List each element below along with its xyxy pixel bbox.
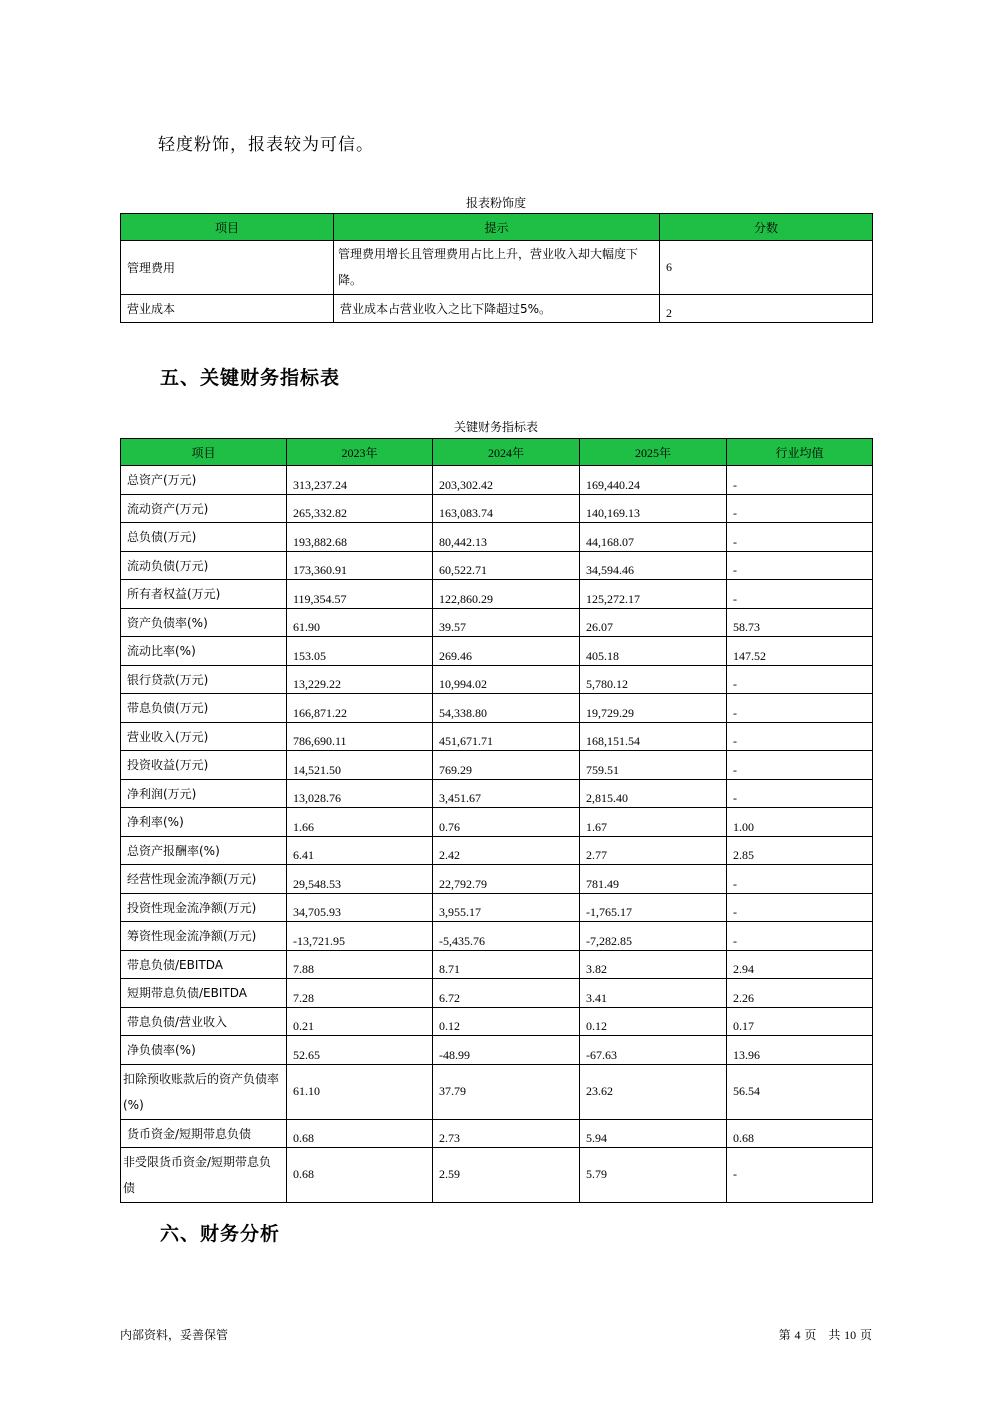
metric-label-cell: 净负债率(%) (121, 1036, 287, 1065)
value-2024-cell: 3,451.67 (433, 779, 580, 808)
page-mid: 页 共 (804, 1328, 841, 1342)
table-row (121, 1119, 873, 1148)
value-2023-cell: 7.88 (287, 950, 433, 979)
industry-avg-cell: 0.68 (727, 1119, 873, 1148)
value-2025-cell: 125,272.17 (580, 580, 727, 609)
footer-page-number (779, 1326, 872, 1343)
value-2023-cell: 29,548.53 (287, 865, 433, 894)
industry-avg-cell: - (727, 551, 873, 580)
page-total: 10 (844, 1328, 857, 1342)
page-suffix: 页 (859, 1328, 872, 1342)
column-header-2023: 2023年 (287, 439, 433, 466)
industry-avg-cell: - (727, 580, 873, 609)
value-2025-cell: 168,151.54 (580, 722, 727, 751)
value-2023-cell: 13,028.76 (287, 779, 433, 808)
metric-label-cell: 净利率(%) (121, 808, 287, 837)
industry-avg-cell: - (727, 922, 873, 951)
metric-label-cell: 资产负债率(%) (121, 608, 287, 637)
metric-label-cell: 总资产(万元) (121, 466, 287, 495)
table-row (121, 523, 873, 552)
column-header-item: 项目 (121, 439, 287, 466)
value-2023-cell: 313,237.24 (287, 466, 433, 495)
value-2025-cell: -1,765.17 (580, 893, 727, 922)
table-row (121, 779, 873, 808)
industry-avg-cell: 1.00 (727, 808, 873, 837)
industry-avg-cell: 147.52 (727, 637, 873, 666)
table-header-row (121, 439, 873, 466)
value-2025-cell: 0.12 (580, 1007, 727, 1036)
value-2023-cell: 34,705.93 (287, 893, 433, 922)
value-2025-cell: -7,282.85 (580, 922, 727, 951)
section-six-title: 六、财务分析 (160, 1223, 281, 1245)
value-2025-cell: 759.51 (580, 751, 727, 780)
value-2025-cell: 34,594.46 (580, 551, 727, 580)
industry-avg-cell: - (727, 893, 873, 922)
table-row (121, 1036, 873, 1065)
value-2024-cell: 769.29 (433, 751, 580, 780)
column-header-score: 分数 (660, 214, 873, 241)
value-2025-cell: 405.18 (580, 637, 727, 666)
value-2023-cell: 166,871.22 (287, 694, 433, 723)
industry-avg-cell: - (727, 865, 873, 894)
value-2024-cell: -48.99 (433, 1036, 580, 1065)
value-2025-cell: 5.79 (580, 1148, 727, 1203)
value-2023-cell: 6.41 (287, 836, 433, 865)
metric-label-cell: 投资性现金流净额(万元) (121, 893, 287, 922)
value-2024-cell: 22,792.79 (433, 865, 580, 894)
table-row (121, 608, 873, 637)
table-row (121, 637, 873, 666)
value-2023-cell: 1.66 (287, 808, 433, 837)
metric-label-cell: 银行贷款(万元) (121, 665, 287, 694)
value-2024-cell: 163,083.74 (433, 494, 580, 523)
value-2024-cell: 0.76 (433, 808, 580, 837)
table-row (121, 922, 873, 951)
table-row (121, 722, 873, 751)
column-header-2025: 2025年 (580, 439, 727, 466)
industry-avg-cell: - (727, 494, 873, 523)
table-row (121, 551, 873, 580)
score-cell: 2 (660, 295, 873, 323)
value-2024-cell: 122,860.29 (433, 580, 580, 609)
metric-label-cell: 带息负债/营业收入 (121, 1007, 287, 1036)
value-2025-cell: -67.63 (580, 1036, 727, 1065)
item-cell: 管理费用 (121, 241, 334, 295)
table-row (121, 979, 873, 1008)
score-cell: 6 (660, 241, 873, 295)
page-current: 4 (794, 1328, 801, 1342)
metric-label-cell: 营业收入(万元) (121, 722, 287, 751)
metric-label-cell: 流动比率(%) (121, 637, 287, 666)
value-2024-cell: 6.72 (433, 979, 580, 1008)
value-2025-cell: 23.62 (580, 1064, 727, 1119)
table-row (121, 1148, 873, 1203)
value-2023-cell: 13,229.22 (287, 665, 433, 694)
column-header-hint: 提示 (334, 214, 660, 241)
metric-label-cell: 流动负债(万元) (121, 551, 287, 580)
industry-avg-cell: - (727, 694, 873, 723)
intro-text: 轻度粉饰，报表较为可信。 (158, 135, 374, 155)
value-2023-cell: 7.28 (287, 979, 433, 1008)
value-2023-cell: 61.90 (287, 608, 433, 637)
table-row (121, 665, 873, 694)
metric-label-cell: 投资收益(万元) (121, 751, 287, 780)
table-row (121, 836, 873, 865)
value-2024-cell: -5,435.76 (433, 922, 580, 951)
value-2023-cell: 61.10 (287, 1064, 433, 1119)
value-2023-cell: 0.68 (287, 1148, 433, 1203)
table-row (121, 751, 873, 780)
hint-cell: 管理费用增长且管理费用占比上升，营业收入却大幅度下降。 (334, 241, 660, 295)
value-2024-cell: 54,338.80 (433, 694, 580, 723)
table-row (121, 241, 873, 295)
industry-avg-cell: - (727, 1148, 873, 1203)
metric-label-cell: 非受限货币资金/短期带息负债 (121, 1148, 287, 1203)
value-2023-cell: 173,360.91 (287, 551, 433, 580)
value-2024-cell: 2.42 (433, 836, 580, 865)
value-2024-cell: 0.12 (433, 1007, 580, 1036)
value-2025-cell: 19,729.29 (580, 694, 727, 723)
industry-avg-cell: - (727, 466, 873, 495)
value-2023-cell: 0.21 (287, 1007, 433, 1036)
value-2025-cell: 44,168.07 (580, 523, 727, 552)
table-row (121, 694, 873, 723)
metric-label-cell: 经营性现金流净额(万元) (121, 865, 287, 894)
metric-label-cell: 总负债(万元) (121, 523, 287, 552)
value-2025-cell: 2,815.40 (580, 779, 727, 808)
metric-label-cell: 货币资金/短期带息负债 (121, 1119, 287, 1148)
metric-label-cell: 短期带息负债/EBITDA (121, 979, 287, 1008)
metric-label-cell: 总资产报酬率(%) (121, 836, 287, 865)
hint-cell: 营业成本占营业收入之比下降超过5%。 (334, 295, 660, 323)
table-row (121, 580, 873, 609)
value-2023-cell: -13,721.95 (287, 922, 433, 951)
value-2025-cell: 26.07 (580, 608, 727, 637)
value-2024-cell: 269.46 (433, 637, 580, 666)
value-2025-cell: 2.77 (580, 836, 727, 865)
industry-avg-cell: - (727, 751, 873, 780)
value-2024-cell: 37.79 (433, 1064, 580, 1119)
metric-label-cell: 所有者权益(万元) (121, 580, 287, 609)
metric-label-cell: 带息负债/EBITDA (121, 950, 287, 979)
value-2025-cell: 3.41 (580, 979, 727, 1008)
value-2025-cell: 3.82 (580, 950, 727, 979)
table1-caption: 报表粉饰度 (465, 196, 526, 210)
value-2025-cell: 169,440.24 (580, 466, 727, 495)
value-2025-cell: 781.49 (580, 865, 727, 894)
table-row (121, 865, 873, 894)
value-2023-cell: 0.68 (287, 1119, 433, 1148)
value-2023-cell: 193,882.68 (287, 523, 433, 552)
industry-avg-cell: - (727, 665, 873, 694)
industry-avg-cell: 2.85 (727, 836, 873, 865)
value-2024-cell: 3,955.17 (433, 893, 580, 922)
value-2023-cell: 14,521.50 (287, 751, 433, 780)
metric-label-cell: 扣除预收账款后的资产负债率(%) (121, 1064, 287, 1119)
value-2023-cell: 786,690.11 (287, 722, 433, 751)
table-row (121, 466, 873, 495)
value-2024-cell: 2.73 (433, 1119, 580, 1148)
value-2025-cell: 5.94 (580, 1119, 727, 1148)
value-2024-cell: 2.59 (433, 1148, 580, 1203)
value-2025-cell: 140,169.13 (580, 494, 727, 523)
metric-label-cell: 带息负债(万元) (121, 694, 287, 723)
page-prefix: 第 (778, 1328, 791, 1342)
metric-label-cell: 流动资产(万元) (121, 494, 287, 523)
industry-avg-cell: 56.54 (727, 1064, 873, 1119)
value-2024-cell: 10,994.02 (433, 665, 580, 694)
whitewash-table (120, 213, 873, 323)
table-row (121, 1007, 873, 1036)
value-2025-cell: 5,780.12 (580, 665, 727, 694)
industry-avg-cell: 58.73 (727, 608, 873, 637)
column-header-2024: 2024年 (433, 439, 580, 466)
table-row (121, 1064, 873, 1119)
item-cell: 营业成本 (121, 295, 334, 323)
table-row (121, 295, 873, 323)
value-2024-cell: 60,522.71 (433, 551, 580, 580)
value-2025-cell: 1.67 (580, 808, 727, 837)
industry-avg-cell: 0.17 (727, 1007, 873, 1036)
section-five-title: 五、关键财务指标表 (160, 367, 341, 389)
value-2023-cell: 52.65 (287, 1036, 433, 1065)
industry-avg-cell: 13.96 (727, 1036, 873, 1065)
industry-avg-cell: - (727, 779, 873, 808)
value-2024-cell: 80,442.13 (433, 523, 580, 552)
table2-caption: 关键财务指标表 (453, 420, 538, 434)
table-row (121, 893, 873, 922)
value-2023-cell: 153.05 (287, 637, 433, 666)
value-2024-cell: 8.71 (433, 950, 580, 979)
column-header-item: 项目 (121, 214, 334, 241)
value-2023-cell: 265,332.82 (287, 494, 433, 523)
footer-confidential: 内部资料，妥善保管 (120, 1328, 229, 1342)
column-header-industry-avg: 行业均值 (727, 439, 873, 466)
key-metrics-table (120, 438, 873, 1203)
industry-avg-cell: 2.26 (727, 979, 873, 1008)
value-2024-cell: 39.57 (433, 608, 580, 637)
industry-avg-cell: - (727, 722, 873, 751)
metric-label-cell: 净利润(万元) (121, 779, 287, 808)
industry-avg-cell: 2.94 (727, 950, 873, 979)
table-row (121, 808, 873, 837)
value-2024-cell: 203,302.42 (433, 466, 580, 495)
industry-avg-cell: - (727, 523, 873, 552)
value-2023-cell: 119,354.57 (287, 580, 433, 609)
table-row (121, 950, 873, 979)
table-row (121, 494, 873, 523)
table-header-row (121, 214, 873, 241)
value-2024-cell: 451,671.71 (433, 722, 580, 751)
metric-label-cell: 筹资性现金流净额(万元) (121, 922, 287, 951)
